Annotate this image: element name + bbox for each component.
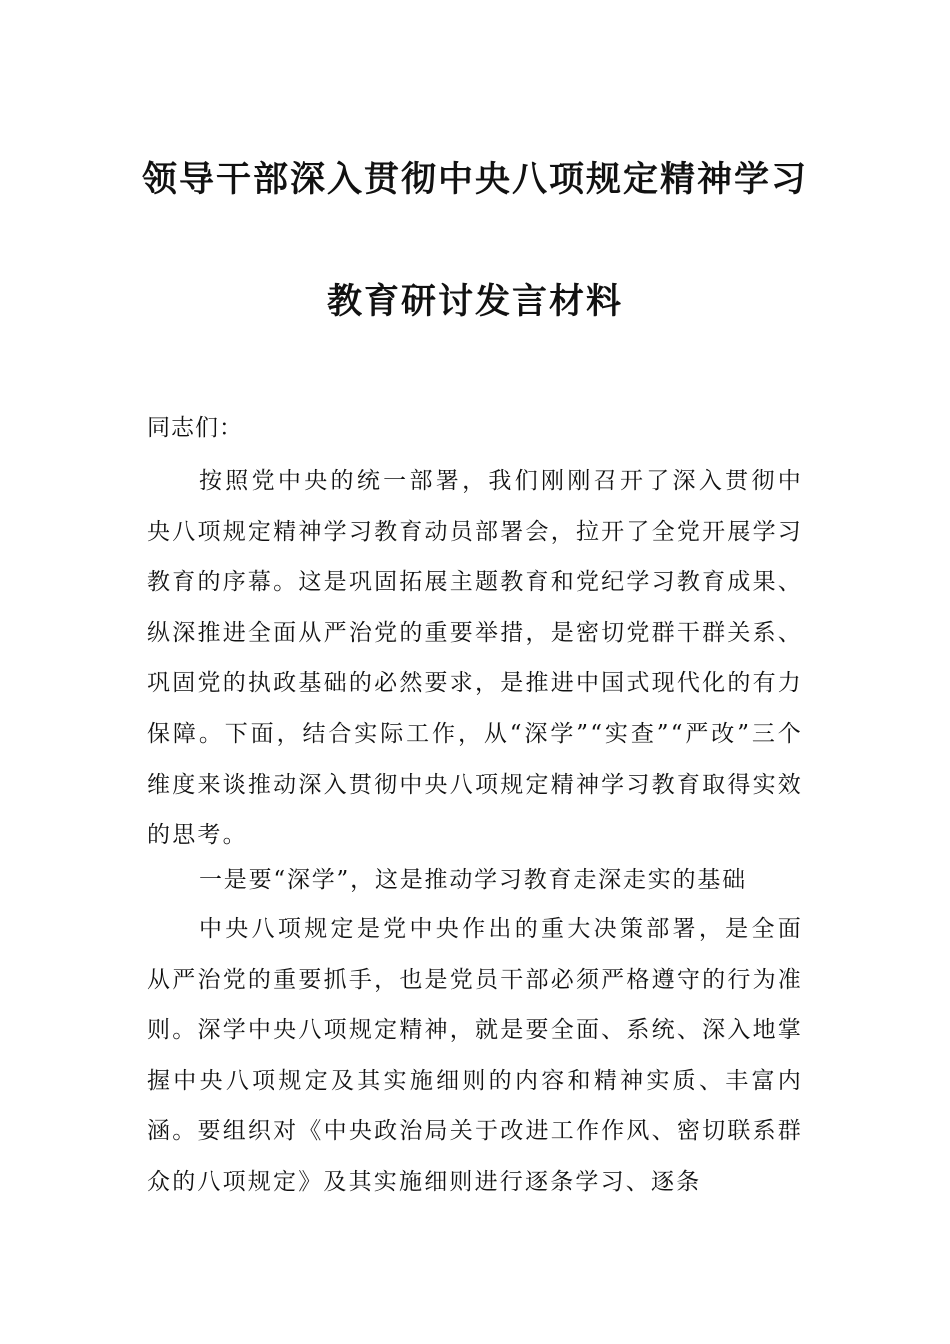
body-paragraph: 中央八项规定是党中央作出的重大决策部署，是全面从严治党的重要抓手，也是党员干部必须严格遵守的行为准则。深学中央八项规定精神，就是要全面、系统、深入地掌握中央八项规定及其实施细则的内容和精神实质、丰富内涵。要组织对《中央政治局关于改进工作作风、密切联系群众的八项规定》及其实施细则进行逐条学习、逐条 [147, 916, 803, 1195]
document-title-line-2: 教育研讨发言材料 [326, 282, 623, 322]
body-paragraph: 按照党中央的统一部署，我们刚刚召开了深入贯彻中央八项规定精神学习教育动员部署会，拉开了全党开展学习教育的序幕。这是巩固拓展主题教育和党纪学习教育成果、纵深推进全面从严治党的重要举措，是密切党群干群关系、巩固党的执政基础的必然要求，是推进中国式现代化的有力保障。下面，结合实际工作，从“深学”“实查”“严改”三个维度来谈推动深入贯彻中央八项规定精神学习教育取得实效的思考。 [147, 468, 803, 849]
document-title-line-1: 领导干部深入贯彻中央八项规定精神学习 [141, 160, 808, 200]
salutation: 同志们： [147, 415, 243, 441]
section-heading: 一是要“深学”，这是推动学习教育走深走实的基础 [199, 867, 747, 893]
